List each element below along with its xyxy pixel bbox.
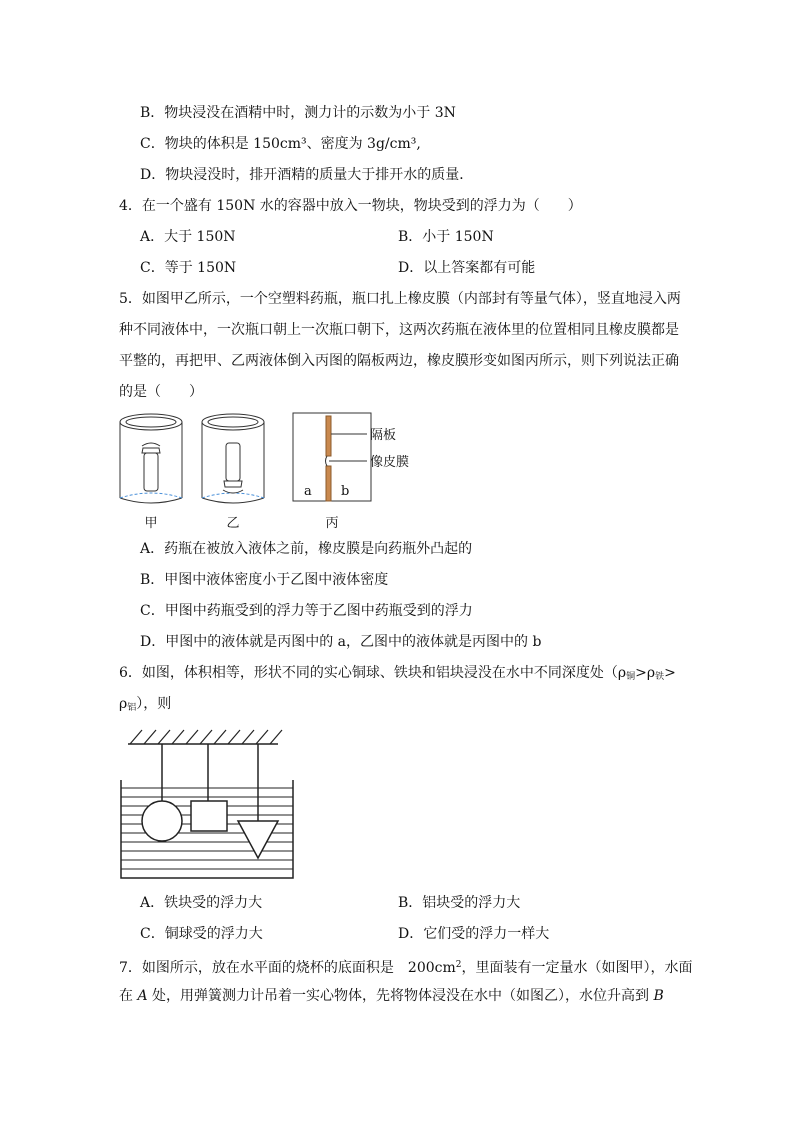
- q5-stem-line1: 5．如图甲乙所示，一个空塑料药瓶，瓶口扎上橡皮膜（内部封有等量气体），竖直地浸入两: [119, 291, 681, 307]
- q6-option-b: B．铝块受的浮力大: [398, 895, 521, 911]
- q5-stem-line3: 平整的，再把甲、乙两液体倒入丙图的隔板两边，橡皮膜形变如图丙所示，则下列说法正确: [119, 353, 679, 369]
- q5-option-b: B．甲图中液体密度小于乙图中液体密度: [140, 572, 389, 588]
- q5-stem-line4: 的是（ ）: [119, 384, 203, 400]
- q5-option-d: D．甲图中的液体就是丙图中的 a，乙图中的液体就是丙图中的 b: [140, 634, 542, 650]
- q6-stem-line2: $\rho_铝$），则: [119, 696, 172, 713]
- q7-stem-line1: 7．如图所示，放在水平面的烧杯的底面积是 $200cm^2$，里面装有一定量水（如图甲），水面: [119, 960, 693, 976]
- label-liquid-a: a: [304, 484, 312, 499]
- q5-option-a: A．药瓶在被放入液体之前，橡皮膜是向药瓶外凸起的: [140, 541, 473, 557]
- q6-figure: [118, 725, 298, 885]
- caption-jia: 甲: [144, 516, 158, 531]
- label-liquid-b: b: [341, 484, 350, 499]
- q4-option-b: B．小于 150N: [398, 229, 494, 245]
- q6-option-c: C．铜球受的浮力大: [140, 926, 263, 942]
- beaker-jia: [120, 414, 182, 503]
- q3-option-b: B．物块浸没在酒精中时，测力计的示数为小于 3N: [140, 105, 456, 121]
- q4-option-d: D．以上答案都有可能: [398, 260, 536, 276]
- q4-option-a: A．大于 150N: [140, 229, 236, 245]
- q6-option-a: A．铁块受的浮力大: [140, 895, 263, 911]
- copper-ball: [142, 801, 182, 841]
- q6-option-d: D．它们受的浮力一样大: [398, 926, 550, 942]
- q3-option-c: C．物块的体积是 150cm³、密度为 3g/cm³,: [140, 136, 421, 152]
- aluminum-block: [238, 821, 278, 858]
- q3-option-d: D．物块浸没时，排开酒精的质量大于排开水的质量．: [140, 167, 474, 183]
- label-membrane: 像皮膜: [370, 455, 410, 470]
- q4-option-c: C．等于 150N: [140, 260, 237, 276]
- q4-stem: 4．在一个盛有 150N 水的容器中放入一物块，物块受到的浮力为（ ）: [119, 198, 582, 214]
- q5-stem-line2: 种不同液体中，一次瓶口朝上一次瓶口朝下，这两次药瓶在液体里的位置相同且橡皮膜都是: [119, 322, 679, 338]
- q5-option-c: C．甲图中药瓶受到的浮力等于乙图中药瓶受到的浮力: [140, 603, 473, 619]
- iron-block: [191, 801, 227, 831]
- label-partition: 隔板: [370, 428, 397, 443]
- q6-stem-line1: 6．如图，体积相等，形状不同的实心铜球、铁块和铝块浸没在水中不同深度处（$\rho_铜>\rho_铁>$: [119, 665, 676, 682]
- beaker-yi: [202, 414, 264, 503]
- q7-stem-line2: 在 A 处，用弹簧测力计吊着一实心物体，先将物体浸没在水中（如图乙），水位升高到 B: [119, 988, 664, 1004]
- caption-bing: 丙: [325, 516, 339, 531]
- q5-figure: [115, 408, 405, 508]
- caption-yi: 乙: [226, 516, 240, 531]
